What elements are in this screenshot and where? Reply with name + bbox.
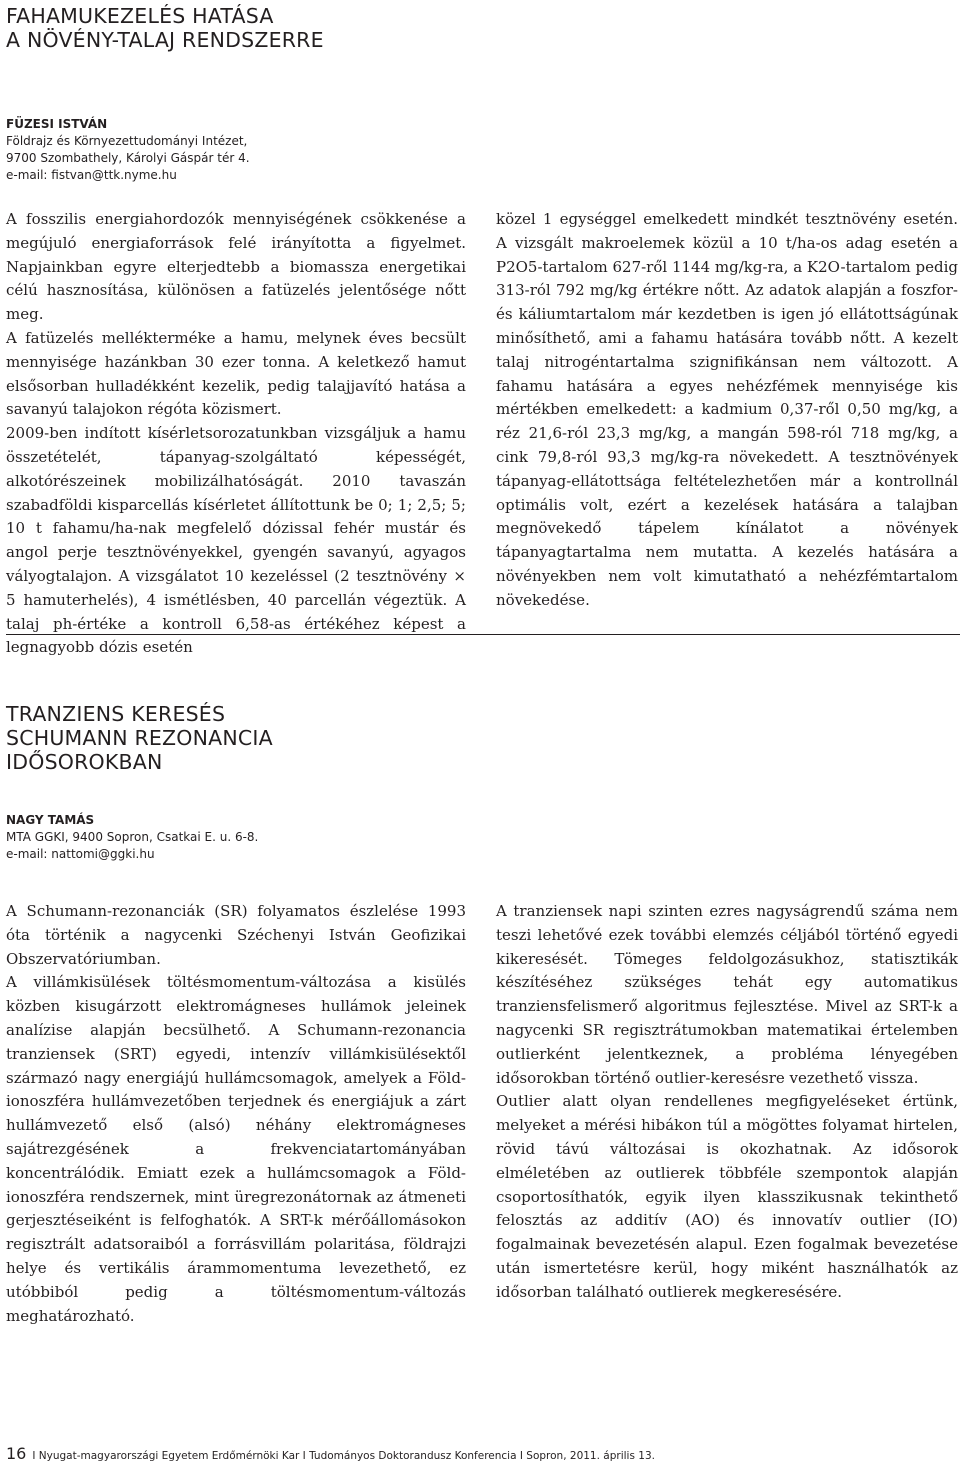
- paragraph: A fosszilis energiahordozók mennyiségének csökkenése a megújuló energiaforrások felé irányította a figyelmet. Napjainkban egyre elterjedtebb a biomassza energetikai célú hasznosítása, különösen a fatüzelés jelentősége nőtt meg.: [6, 210, 466, 324]
- paragraph: A tranziensek napi szinten ezres nagyságrendű száma nem teszi lehetővé ezek további elemzés céljából történő egyedi kikeresését. Tömeges feldolgozásukhoz, statisztikák készítéséhez szükséges tehát egy automatikus tranziensfelismerő algoritmus fejlesztése. Mivel az SRT-k a nagycenki SR regisztrátumokban matematikai értelemben outlierként jelentkeznek, a probléma lényegében idősorokban történő outlier-keresésre vezethető vissza.: [496, 902, 958, 1087]
- article-1-title-line-1: FAHAMUKEZELÉS HATÁSA: [6, 4, 274, 28]
- article-2-title: [6, 702, 273, 774]
- article-1-title: [6, 4, 324, 52]
- page-number: 16: [6, 1444, 27, 1463]
- article-1-address: 9700 Szombathely, Károlyi Gáspár tér 4.: [6, 151, 250, 165]
- article-1-title-line-2: A NÖVÉNY-TALAJ RENDSZERRE: [6, 28, 324, 52]
- article-2-affiliation: MTA GGKI, 9400 Sopron, Csatkai E. u. 6-8.: [6, 830, 259, 844]
- article-2-author-name: NAGY TAMÁS: [6, 813, 95, 827]
- article-2-title-line-2: SCHUMANN REZONANCIA: [6, 726, 273, 750]
- paragraph: közel 1 egységgel emelkedett mindkét tesztnövény esetén. A vizsgált makroelemek közül a 10 t/ha-os adag esetén a P2O5-tartalom 627-ről 1144 mg/kg-ra, a K2O-tartalom pedig 313-ról 792 mg/kg értékre nőtt. Az adatok alapján a foszfor- és káliumtartalom már kezdetben is igen jó ellátottságúnak minősíthető, ami a fahamu hatására tovább nőtt. A kezelt talaj nitrogéntartalma szignifikánsan nem változott. A fahamu hatására a egyes nehézfémek mennyisége kis mértékben emelkedett: a kadmium 0,37-ről 0,50 mg/kg, a réz 21,6-ról 23,3 mg/kg, a mangán 598-ról 718 mg/kg, a cink 79,8-ról 93,3 mg/kg-ra növekedett. A tesztnövények tápanyag-ellátottsága feltételezhetően már a kontrollnál optimális volt, ezért a kezelések hatására a talajban megnövekedő tápelem kínálatot a növények tápanyagtartalma nem mutatta. A kezelés hatására a növényekben nem volt kimutatható a nehézfémtartalom növekedése.: [496, 210, 958, 609]
- article-2-title-line-1: TRANZIENS KERESÉS: [6, 702, 226, 726]
- paragraph: A fatüzelés mellékterméke a hamu, melynek éves becsült mennyisége hazánkban 30 ezer tonna. A keletkező hamut elsősorban hulladékként kezelik, pedig talajjavító hatása a savanyú talajokon régóta közismert.: [6, 328, 466, 419]
- paragraph: 2009-ben indított kísérletsorozatunkban vizsgáljuk a hamu összetételét, tápanyag-szolgáltató képességét, alkotórészeinek mobilizálhatóságát. 2010 tavaszán szabadföldi kisparcellás kísérletet állítottunk be 0; 1; 2,5; 5; 10 t fahamu/ha-nak megfelelő dózissal fehér mustár és angol perje tesztnövényekkel, gyengén savanyú, agyagos vályogtalajon. A vizsgálatot 10 kezeléssel (2 tesztnövény × 5 hamuterhelés), 4 ismétlésben, 40 parcellán végeztük. A talaj ph-értéke a kontroll 6,58-as értékéhez képest a legnagyobb dózis esetén: [6, 424, 466, 657]
- article-2-email: e-mail: nattomi@ggki.hu: [6, 847, 155, 861]
- paragraph: A villámkisülések töltésmomentum-változása a kisülés közben kisugárzott elektromágneses hullámok jeleinek analízise alapján becsülhető. A Schumann-rezonancia tranziensek (SRT) egyedi, intenzív villámkisülésektől származó nagy energiájú hullámcsomagok, amelyek a Föld-ionoszféra hullámvezetőben terjednek és energiájuk a zárt hullámvezető első (alsó) néhány elektromágneses sajátrezgésének a frekvenciatartományában koncentrálódik. Emiatt ezek a hullámcsomagok a Föld-ionoszféra rendszernek, mint üregrezonátornak az átmeneti gerjesztéseiként is felfoghatók. A SRT-k mérőállomásokon regisztrált adatsoraiból a forrásvillám polaritása, földrajzi helye és vertikális árammomentuma levezethető, ez utóbbiból pedig a töltésmomentum-változás meghatározható.: [6, 973, 466, 1325]
- article-1-affiliation: Földrajz és Környezettudományi Intézet,: [6, 134, 248, 148]
- article-2-title-line-3: IDŐSOROKBAN: [6, 750, 163, 774]
- article-1-author-name: FÜZESI ISTVÁN: [6, 117, 108, 131]
- article-2-left-column: [6, 900, 466, 1328]
- article-1-left-column: [6, 208, 466, 660]
- article-2-author-block: [6, 812, 258, 863]
- article-1-author-block: [6, 116, 250, 184]
- article-1-right-column: [496, 208, 958, 613]
- footer-text: I Nyugat-magyarországi Egyetem Erdőmérnöki Kar I Tudományos Doktorandusz Konferencia I Sopron, 2011. április 13.: [32, 1450, 655, 1462]
- article-2-right-column: [496, 900, 958, 1305]
- page-footer: [6, 1446, 655, 1464]
- article-1-email: e-mail: fistvan@ttk.nyme.hu: [6, 168, 177, 182]
- section-divider: [6, 634, 960, 635]
- paragraph: Outlier alatt olyan rendellenes megfigyeléseket értünk, melyeket a mérési hibákon túl a mögöttes folyamat hirtelen, rövid távú változásai is okozhatnak. Az idősorok elméletében az outlierek többféle szempontok alapján csoportosíthatók, egyik ilyen klasszikusnak tekinthető felosztás az additív (AO) és innovatív outlier (IO) fogalmainak bevezetésén alapul. Ezen fogalmak bevezetése után ismertetésre kerül, hogy miként használhatók az idősorban található outlierek megkeresésére.: [496, 1092, 958, 1301]
- paragraph: A Schumann-rezonanciák (SR) folyamatos észlelése 1993 óta történik a nagycenki Széchenyi István Geofizikai Obszervatóriumban.: [6, 902, 466, 968]
